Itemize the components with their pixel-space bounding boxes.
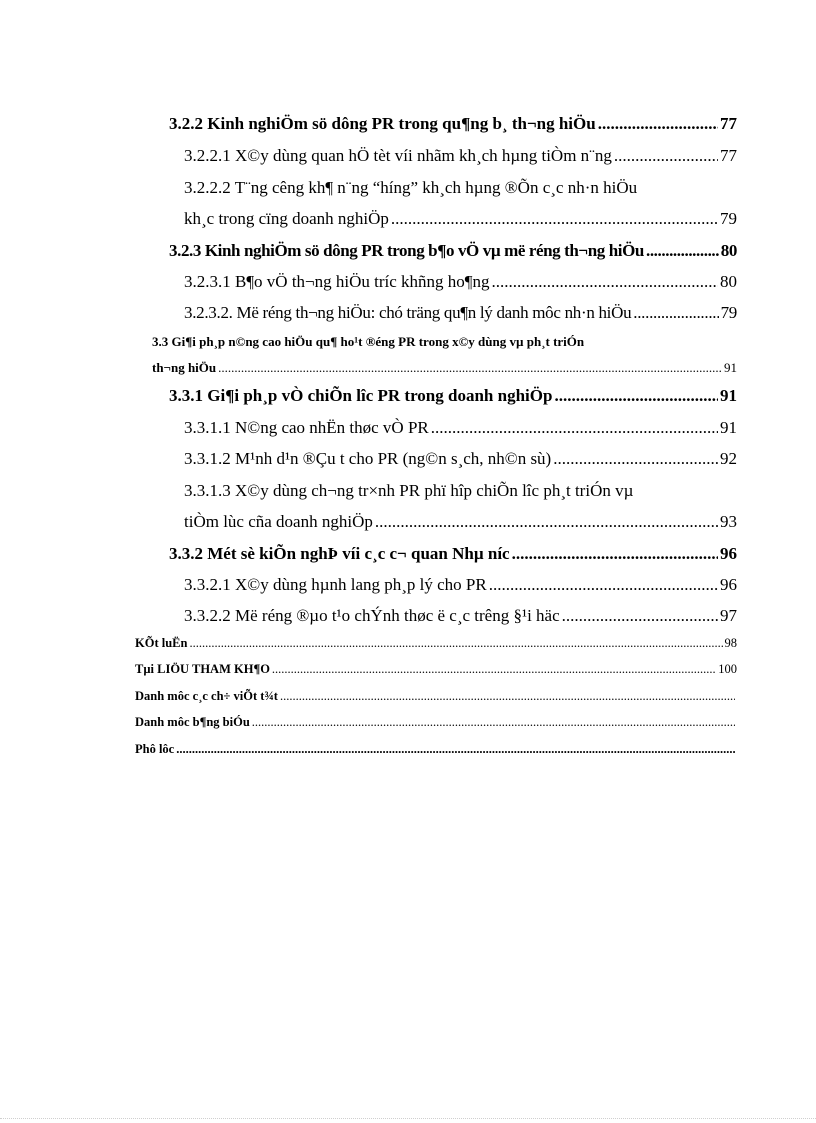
toc-leader: [633, 303, 718, 323]
toc-entry-title: th¬ng hiÖu: [152, 360, 217, 375]
toc-entry[interactable]: [184, 449, 737, 469]
toc-leader: [176, 742, 735, 757]
toc-entry[interactable]: [184, 146, 737, 166]
toc-leader: [272, 662, 716, 677]
toc-entry[interactable]: [135, 742, 737, 757]
toc-entry[interactable]: [184, 575, 737, 595]
toc-entry-title: kh¸c trong cïng doanh nghiÖp: [184, 209, 389, 228]
toc-entry[interactable]: [184, 606, 737, 626]
toc-entry[interactable]: [169, 241, 737, 261]
toc-entry[interactable]: [184, 418, 737, 438]
toc-leader: [554, 386, 718, 406]
toc-page-number: 96: [720, 544, 737, 563]
toc-entry-title: 3.3.1.2 M¹nh d¹n ®Çu t cho PR (ng©n s¸ch, nh©n sù): [184, 449, 552, 468]
toc-leader: [375, 512, 718, 532]
toc-entry[interactable]: [184, 303, 737, 323]
toc-entry-title: Danh môc b¶ng biÓu: [135, 715, 250, 729]
toc-leader: [512, 544, 718, 564]
toc-entry-title: Danh môc c¸c ch÷ viÕt t¾t: [135, 689, 278, 703]
toc-page-number: 98: [724, 636, 737, 650]
toc-leader: [492, 272, 719, 292]
toc-entry-title[interactable]: 3.3 Gi¶i ph¸p n©ng cao hiÖu qu¶ ho¹t ®éng PR trong x©y dùng vµ ph¸t triÓn: [152, 334, 585, 349]
toc-entry-title: 3.3.2 Mét sè kiÕn nghÞ víi c¸c c¬ quan Nhµ níc: [169, 544, 510, 563]
toc-entry-title: 3.2.3.2. Më réng th¬ng hiÖu: chó träng qu¶n lý danh môc nh·n hiÖu: [184, 303, 632, 322]
toc-leader: [391, 209, 718, 229]
toc-entry[interactable]: [169, 544, 737, 564]
toc-entry-title: tiÒm lùc cña doanh nghiÖp: [184, 512, 373, 531]
toc-entry-title: KÕt luËn: [135, 636, 188, 650]
toc-leader: [431, 418, 718, 438]
toc-page-number: 91: [720, 418, 737, 437]
toc-entry[interactable]: [184, 209, 737, 229]
toc-page-number: 92: [720, 449, 737, 468]
toc-entry-title: Phô lôc: [135, 742, 175, 756]
toc-leader: [218, 360, 722, 376]
toc-entry-title: 3.2.3 Kinh nghiÖm sö dông PR trong b¶o vÖ vµ më réng th¬ng hiÖu: [169, 241, 644, 260]
toc-page-number: 79: [720, 303, 737, 322]
toc-page-number: 77: [720, 114, 737, 133]
toc-entry[interactable]: [184, 272, 737, 292]
toc-leader: [489, 575, 718, 595]
toc-entry[interactable]: [184, 512, 737, 532]
toc-entry-title: Tµi LIÖU THAM KH¶O: [135, 662, 270, 676]
toc-page-number: 93: [720, 512, 737, 531]
toc-entry-title: 3.2.2 Kinh nghiÖm sö dông PR trong qu¶ng b¸ th¬ng hiÖu: [169, 114, 596, 133]
toc-entry-title: 3.3.2.1 X©y dùng hµnh lang ph¸p lý cho PR: [184, 575, 487, 594]
toc-entry[interactable]: [135, 715, 737, 730]
page-bottom-border: [0, 1118, 816, 1119]
toc-leader: [562, 606, 718, 626]
toc-leader: [280, 689, 735, 704]
toc-entry-title: 3.3.1 Gi¶i ph¸p vÒ chiÕn lîc PR trong doanh nghiÖp: [169, 386, 553, 405]
toc-entry[interactable]: [135, 636, 737, 651]
toc-leader: [598, 114, 718, 134]
toc-entry[interactable]: [152, 360, 737, 376]
toc-entry-title: 3.3.1.1 N©ng cao nhËn thøc vÒ PR: [184, 418, 429, 437]
toc-entry-title[interactable]: 3.3.1.3 X©y dùng ch¬ng tr×nh PR phï hîp chiÕn lîc ph¸t triÓn vµ: [184, 481, 634, 500]
toc-entry-title: 3.2.3.1 B¶o vÖ th¬ng hiÖu tríc khñng ho¶ng: [184, 272, 490, 291]
toc-entry-title[interactable]: 3.2.2.2 T¨ng cêng kh¶ n¨ng “híng” kh¸ch hµng ®Õn c¸c nh·n hiÖu: [184, 178, 638, 197]
toc-leader: [553, 449, 718, 469]
toc-entry-title: 3.2.2.1 X©y dùng quan hÖ tèt víi nhãm kh¸ch hµng tiÒm n¨ng: [184, 146, 612, 165]
toc-page-number: 77: [720, 146, 737, 165]
toc-page-number: 100: [718, 662, 737, 676]
toc-page-number: 91: [720, 386, 737, 405]
toc-entry[interactable]: [169, 386, 737, 406]
toc-leader: [614, 146, 718, 166]
toc-page-number: 79: [720, 209, 737, 228]
toc-page-number: 91: [724, 360, 737, 375]
toc-leader: [252, 715, 735, 730]
toc-entry[interactable]: [135, 662, 737, 677]
toc-leader: [189, 636, 722, 651]
toc-entry[interactable]: [169, 114, 737, 134]
toc-entry-title: 3.3.2.2 Më réng ®µo t¹o chÝnh thøc ë c¸c trêng §¹i häc: [184, 606, 560, 625]
toc-entry[interactable]: [135, 689, 737, 704]
toc-leader: [646, 241, 719, 261]
toc-page-number: 80: [720, 272, 737, 291]
toc-page-number: 97: [720, 606, 737, 625]
toc-page-number: 96: [720, 575, 737, 594]
toc-page-number: 80: [720, 241, 737, 260]
